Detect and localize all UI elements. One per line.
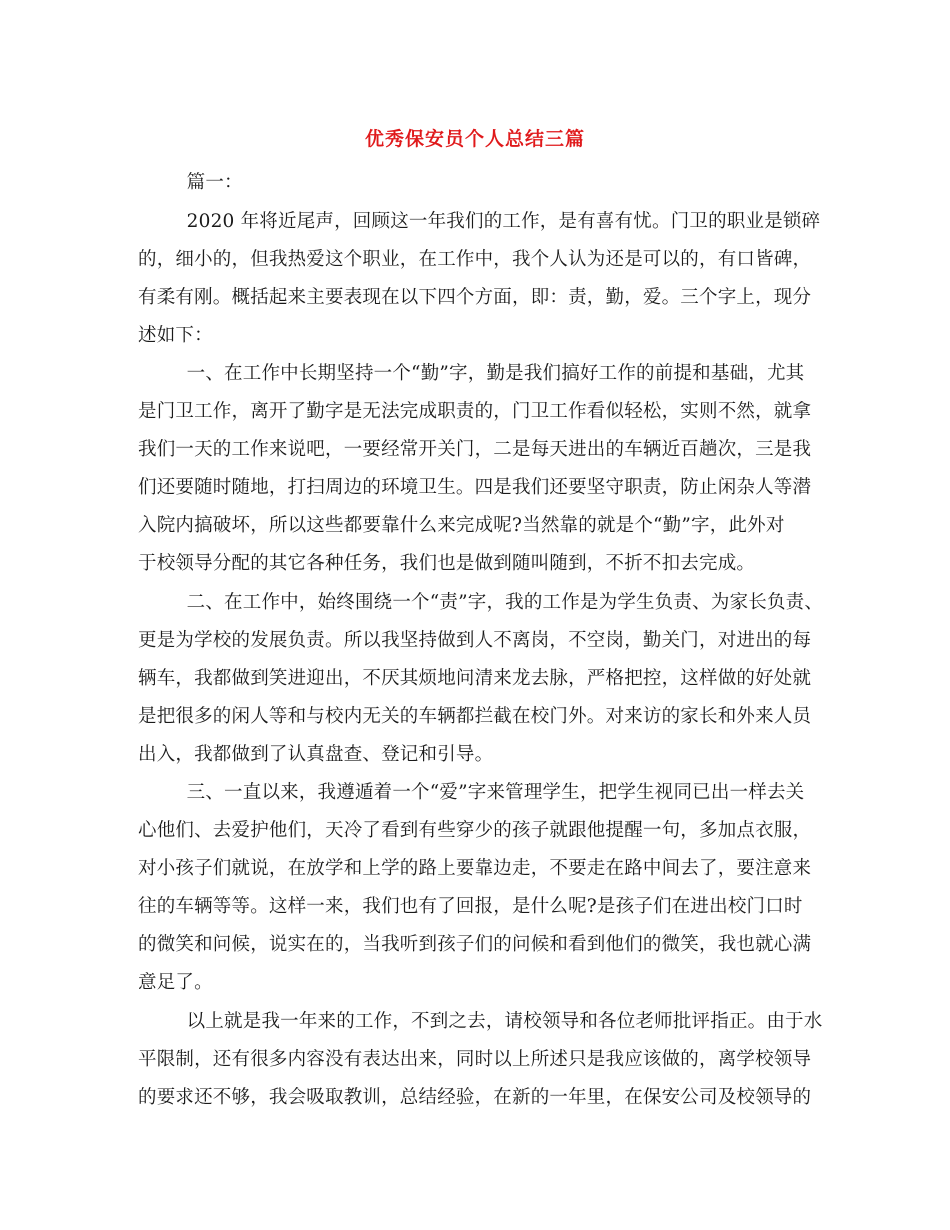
text-line: 的微笑和问候，说实在的，当我听到孩子们的问候和看到他们的微笑，我也就心满: [138, 934, 812, 955]
text-line: 三、一直以来，我遵遁着一个“爱”字来管理学生，把学生视同已出一样去关: [138, 782, 805, 803]
document-title: 优秀保安员个人总结三篇: [364, 128, 585, 150]
text-line: 往的车辆等等。这样一来，我们也有了回报，是什么呢?是孩子们在进出校门口时: [138, 896, 803, 917]
text-line: 我们一天的工作来说吧，一要经常开关门，二是每天进出的车辆近百趟次，三是我: [138, 439, 812, 460]
text-line: 的，细小的，但我热爱这个职业，在工作中，我个人认为还是可以的，有口皆碑，: [138, 249, 812, 270]
text-line: 更是为学校的发展负责。所以我坚持做到人不离岗，不空岗，勤关门，对进出的每: [138, 630, 812, 651]
text-line: 们还要随时随地，打扫周边的环境卫生。四是我们还要坚守职责，防止闲杂人等潜: [138, 477, 812, 498]
text-line: 平限制，还有很多内容没有表达出来，同时以上所述只是我应该做的，离学校领导: [138, 1049, 812, 1070]
text-line: 出入，我都做到了认真盘查、登记和引导。: [138, 744, 494, 765]
text-line: 有柔有刚。概括起来主要表现在以下四个方面，即：责，勤，爱。三个字上，现分: [138, 287, 812, 308]
text-line: 是门卫工作，离开了勤字是无法完成职责的，门卫工作看似轻松，实则不然，就拿: [138, 401, 812, 422]
text-line: 2020 年将近尾声，回顾这一年我们的工作，是有喜有忧。门卫的职业是锁碎: [138, 211, 821, 232]
text-line: 的要求还不够，我会吸取教训，总结经验，在新的一年里，在保安公司及校领导的: [138, 1087, 812, 1108]
text-line: 于校领导分配的其它各种任务，我们也是做到随叫随到，不折不扣去完成。: [138, 553, 756, 574]
text-line: 心他们、去爱护他们，天冷了看到有些穿少的孩子就跟他提醒一句，多加点衣服，: [138, 820, 812, 841]
text-line: 一、在工作中长期坚持一个“勤”字，勤是我们搞好工作的前提和基础，尤其: [138, 363, 805, 384]
text-line: 入院内搞破坏，所以这些都要靠什么来完成呢?当然靠的就是个“勤”字，此外对: [138, 515, 785, 536]
text-line: 对小孩子们就说，在放学和上学的路上要靠边走，不要走在路中间去了，要注意来: [138, 858, 812, 879]
text-line: 篇一：: [138, 172, 243, 193]
text-line: 以上就是我一年来的工作，不到之去，请校领导和各位老师批评指正。由于水: [138, 1011, 823, 1032]
text-line: 是把很多的闲人等和与校内无关的车辆都拦截在校门外。对来访的家长和外来人员: [138, 706, 812, 727]
text-line: 意足了。: [138, 972, 213, 993]
text-line: 述如下：: [138, 325, 213, 346]
text-line: 辆车，我都做到笑进迎出，不厌其烦地问清来龙去脉，严格把控，这样做的好处就: [138, 668, 812, 689]
text-line: 二、在工作中，始终围绕一个“责”字，我的工作是为学生负责、为家长负责、: [138, 592, 824, 613]
